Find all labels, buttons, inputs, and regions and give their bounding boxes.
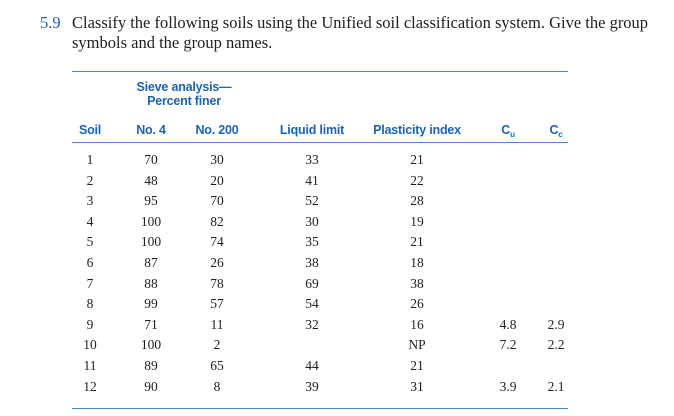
- cell-liquid-limit: 44: [305, 357, 319, 373]
- table-row: [0, 171, 674, 192]
- header-liquid-limit: Liquid limit: [279, 123, 345, 137]
- cell-cu: 7.2: [499, 337, 517, 353]
- cell-plasticity-index: 26: [410, 296, 424, 312]
- table-row: [0, 274, 674, 295]
- table-row: [0, 315, 674, 336]
- cell-soil: 5: [86, 234, 94, 250]
- header-no4: No. 4: [136, 123, 166, 137]
- cell-no4: 89: [144, 357, 158, 373]
- cell-liquid-limit: 52: [305, 193, 319, 209]
- cell-plasticity-index: 19: [410, 213, 424, 229]
- cell-soil: 6: [86, 254, 94, 270]
- sieve-analysis-header-line2: Percent finer: [147, 94, 221, 108]
- cell-soil: 8: [86, 296, 94, 312]
- cell-no4: 70: [144, 152, 158, 167]
- cell-cc: 2.2: [547, 337, 565, 353]
- cell-soil: 3: [86, 193, 94, 209]
- header-no200: No. 200: [195, 123, 239, 137]
- cell-cu: 3.9: [499, 378, 517, 394]
- cell-plasticity-index: 22: [410, 172, 424, 188]
- header-cc-symbol: C: [549, 123, 559, 137]
- cell-plasticity-index: 28: [410, 193, 424, 209]
- table-header-rule: [72, 142, 568, 143]
- header-soil: Soil: [78, 123, 102, 137]
- cell-liquid-limit: 54: [305, 296, 319, 312]
- cell-no4: 95: [144, 193, 158, 209]
- cell-no200: 2: [213, 337, 221, 353]
- table-row: [0, 150, 674, 171]
- cell-no200: 82: [210, 213, 224, 229]
- table-top-rule: [72, 71, 568, 72]
- cell-no4: 48: [144, 172, 158, 188]
- cell-no200: 57: [210, 296, 224, 312]
- cell-plasticity-index: 21: [410, 357, 424, 373]
- cell-no4: 87: [144, 254, 158, 270]
- cell-liquid-limit: 30: [305, 213, 319, 229]
- header-cc: [538, 123, 574, 139]
- cell-no200: 11: [210, 316, 224, 332]
- cell-liquid-limit: 41: [305, 172, 319, 188]
- cell-soil: 11: [83, 357, 97, 373]
- problem-text: Classify the following soils using the Unified soil classification system. Give the group symbols and the group names.: [72, 13, 649, 52]
- cell-soil: 4: [86, 213, 94, 229]
- cell-soil: 1: [86, 152, 94, 167]
- problem-statement: [40, 13, 660, 53]
- header-cu: [490, 123, 526, 139]
- cell-plasticity-index: 21: [410, 152, 424, 167]
- cell-no4: 71: [144, 316, 158, 332]
- table-row: [0, 232, 674, 253]
- header-cc-subscript: c: [558, 130, 563, 139]
- cell-no200: 70: [210, 193, 224, 209]
- sieve-analysis-header-line1: Sieve analysis—: [136, 80, 232, 94]
- cell-soil: 12: [83, 378, 97, 394]
- cell-no200: 8: [213, 378, 221, 394]
- cell-no4: 99: [144, 296, 158, 312]
- cell-no4: 90: [144, 378, 158, 394]
- table-row: [0, 335, 674, 356]
- cell-no4: 100: [140, 337, 162, 353]
- cell-soil: 7: [86, 275, 94, 291]
- header-cu-subscript: u: [510, 130, 515, 139]
- cell-plasticity-index: NP: [408, 337, 426, 353]
- cell-no200: 74: [210, 234, 224, 250]
- header-plasticity-index: Plasticity index: [373, 123, 461, 137]
- cell-soil: 9: [86, 316, 94, 332]
- cell-soil: 2: [86, 172, 94, 188]
- table-row: [0, 212, 674, 233]
- table-row: [0, 377, 674, 398]
- cell-liquid-limit: 35: [305, 234, 319, 250]
- cell-liquid-limit: 69: [305, 275, 319, 291]
- cell-no200: 30: [210, 152, 224, 167]
- cell-liquid-limit: 33: [305, 152, 319, 167]
- table-row: [0, 253, 674, 274]
- cell-no4: 100: [140, 213, 162, 229]
- cell-no200: 78: [210, 275, 224, 291]
- cell-liquid-limit: 38: [305, 254, 319, 270]
- header-cu-symbol: C: [501, 123, 511, 137]
- cell-liquid-limit: 32: [305, 316, 319, 332]
- cell-liquid-limit: 39: [305, 378, 319, 394]
- cell-plasticity-index: 31: [410, 378, 424, 394]
- cell-no200: 20: [210, 172, 224, 188]
- problem-number: 5.9: [40, 13, 61, 32]
- table-body: [0, 150, 674, 397]
- cell-cu: 4.8: [499, 316, 517, 332]
- cell-plasticity-index: 16: [410, 316, 424, 332]
- table-bottom-rule: [72, 408, 568, 409]
- cell-plasticity-index: 18: [410, 254, 424, 270]
- table-row: [0, 191, 674, 212]
- cell-no200: 26: [210, 254, 224, 270]
- table-header-row: [0, 123, 674, 141]
- cell-cc: 2.9: [547, 316, 565, 332]
- sieve-analysis-group-header: [120, 80, 248, 108]
- table-row: [0, 294, 674, 315]
- cell-plasticity-index: 38: [410, 275, 424, 291]
- cell-plasticity-index: 21: [410, 234, 424, 250]
- cell-soil: 10: [83, 337, 97, 353]
- cell-no4: 100: [140, 234, 162, 250]
- table-row: [0, 356, 674, 377]
- cell-cc: 2.1: [547, 378, 565, 394]
- cell-no4: 88: [144, 275, 158, 291]
- cell-no200: 65: [210, 357, 224, 373]
